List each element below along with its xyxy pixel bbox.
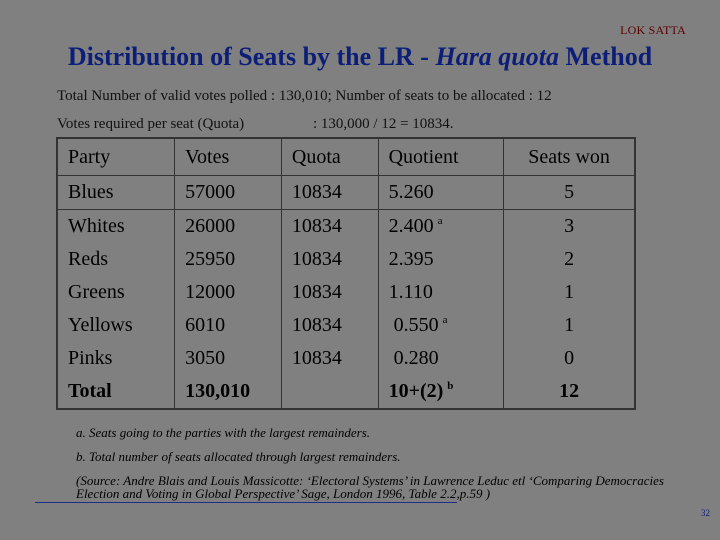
slide-title — [0, 42, 720, 72]
title-suffix: Method — [559, 42, 653, 71]
page-number: 32 — [701, 508, 710, 518]
title-italic: Hara quota — [435, 42, 559, 71]
table-row — [57, 342, 635, 375]
cell-party: Yellows — [57, 309, 175, 342]
cell-quotient: 2.400 $^a$ — [378, 210, 504, 244]
cell-quota: 10834 — [281, 243, 378, 276]
footnote-mark: a — [442, 314, 448, 326]
cell-seats-won: 3 — [504, 210, 635, 244]
cell-quota: 10834 — [281, 176, 378, 210]
header-quotient: Quotient — [378, 138, 504, 176]
cell-quotient: 10+(2) $^b$ — [378, 375, 504, 409]
cell-votes: 26000 — [175, 210, 282, 244]
header-seats-won: Seats won — [504, 138, 635, 176]
info-line-votes: Total Number of valid votes polled : 130,010; Number of seats to be allocated : 12 — [57, 88, 552, 104]
divider — [35, 502, 457, 503]
table-row — [57, 276, 635, 309]
cell-quota: 10834 — [281, 210, 378, 244]
cell-seats-won: 1 — [564, 281, 575, 303]
quota-value: : 130,000 / 12 = 10834. — [313, 116, 454, 132]
table-row — [57, 210, 635, 244]
seats-table — [56, 137, 636, 410]
table-total-row — [57, 375, 635, 409]
source-note: (Source: Andre Blais and Louis Massicotte: ‘Electoral Systems’ in Lawrence Leduc etl ‘Comparing Democracies Election and Voting in Global Perspective’ Sage, London 1996, Table 2.2,p.59 ) — [76, 473, 664, 501]
cell-quota: 10834 — [281, 309, 378, 342]
cell-quota: 10834 — [281, 342, 378, 375]
cell-party: Whites — [57, 210, 175, 244]
header-party: Party — [57, 138, 175, 176]
cell-votes: 6010 — [175, 309, 282, 342]
cell-party: Blues — [57, 176, 175, 210]
brand-label: LOK SATTA — [620, 23, 686, 37]
cell-votes: 57000 — [175, 176, 282, 210]
cell-seats-won: 5 — [564, 181, 575, 203]
cell-party: Reds — [57, 243, 175, 276]
cell-seats-won: 0 — [564, 347, 575, 369]
cell-votes: 130,010 — [175, 375, 282, 409]
cell-votes: 12000 — [175, 276, 282, 309]
footnote-a: a. Seats going to the parties with the largest remainders. — [76, 425, 371, 440]
header-votes: Votes — [175, 138, 282, 176]
header-quota: Quota — [281, 138, 378, 176]
cell-votes: 25950 — [175, 243, 282, 276]
cell-seats-won: 12 — [559, 380, 580, 402]
cell-quotient: 2.395 — [378, 243, 504, 276]
cell-party: Greens — [57, 276, 175, 309]
cell-quotient: 0.550 $^a$ — [378, 309, 504, 342]
cell-party: Total — [57, 375, 175, 409]
quota-label: Votes required per seat (Quota) — [57, 116, 245, 132]
cell-quota — [281, 375, 378, 409]
cell-party: Pinks — [57, 342, 175, 375]
table-header-row — [57, 138, 635, 176]
title-prefix: Distribution of Seats by the LR - — [67, 42, 436, 71]
table-row — [57, 243, 635, 276]
cell-seats-won: 1 — [564, 314, 575, 336]
cell-votes: 3050 — [175, 342, 282, 375]
footnote-mark: b — [447, 380, 454, 392]
footnote-b: b. Total number of seats allocated through largest remainders. — [76, 449, 401, 464]
cell-quotient: 0.280 — [378, 342, 504, 375]
info-line-quota — [57, 116, 454, 133]
cell-seats-won: 2 — [564, 248, 575, 270]
cell-quotient: 5.260 — [378, 176, 504, 210]
table-row — [57, 176, 635, 210]
footnote-mark: a — [437, 215, 443, 227]
table-row — [57, 309, 635, 342]
cell-quotient: 1.110 — [378, 276, 504, 309]
cell-quota: 10834 — [281, 276, 378, 309]
